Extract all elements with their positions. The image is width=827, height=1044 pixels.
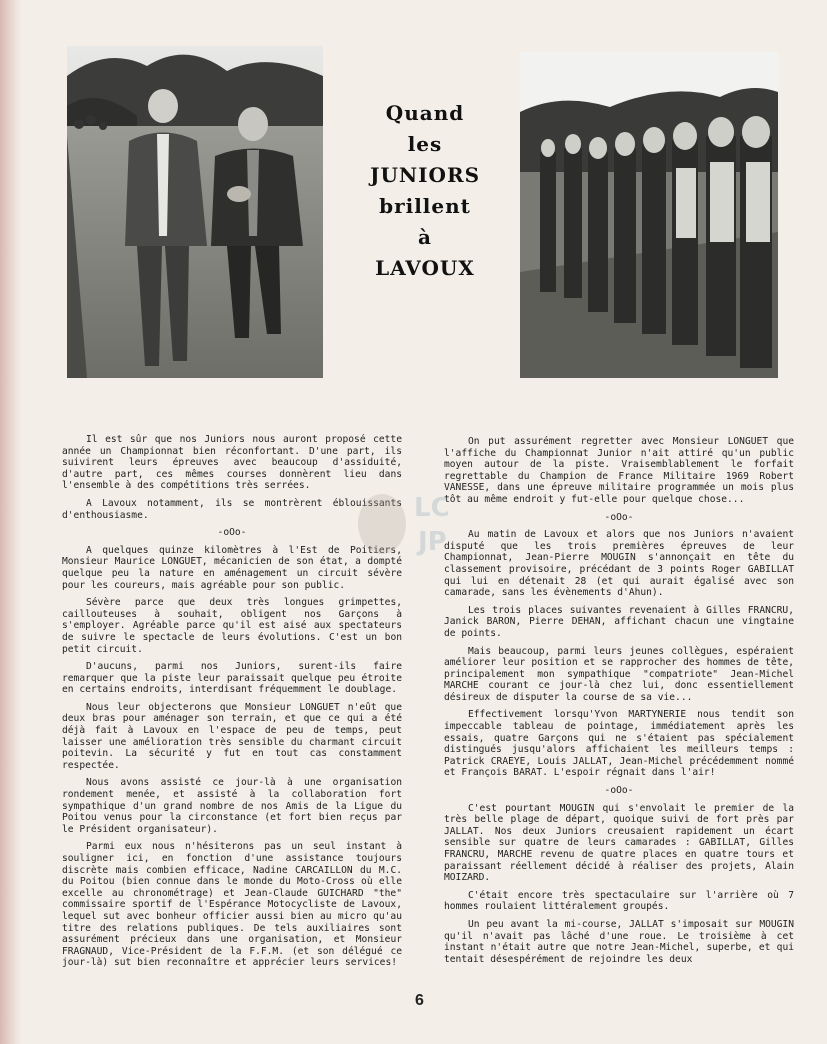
watermark-logo (352, 480, 472, 560)
photo-juniors-lineup (520, 52, 778, 378)
left-text-column (62, 434, 402, 975)
title-line: Quand (385, 101, 465, 125)
paragraph: Nous leur objecterons que Monsieur LONGUET n'eût que deux bras pour aménager son terrain, et que ce qui a été déjà fait à Lavoux en l'espace de peu de temps, peut laisser une amélioration très sensible du charmant circuit poitevin. La sécurité y fut en tout cas constamment respectée. (62, 701, 402, 771)
paragraph: Au matin de Lavoux et alors que nos Juniors n'avaient disputé que les trois premières épreuves de leur Championnat, Jean-Pierre MOUGIN s'annonçait en tête du classement provisoire, précédant de 3 points Roger GABILLAT qui lui en détenait 28 (et qui aurait égalisé avec son camarade, sans les évènements d'Ahun). (444, 529, 794, 599)
page-edge-shadow (0, 0, 22, 1044)
svg-text:LC: LC (414, 493, 450, 523)
right-text-column (444, 436, 794, 971)
paragraph: Mais beaucoup, parmi leurs jeunes collègues, espéraient améliorer leur position et se rapprocher des hommes de tête, principalement mon sympathique "compatriote" Jean-Michel MARCHE courant ce jour-là chez lui, donc essentiellement désireux de disputer la course de sa vie... (444, 645, 794, 703)
title-line: les (407, 132, 443, 156)
paragraph: A quelques quinze kilomètres à l'Est de Poitiers, Monsieur Maurice LONGUET, mécanicien de son état, a dompté quelque peu la nature en aménagement un circuit sévère pour les coureurs, mais agréable pour son public. (62, 544, 402, 591)
section-separator: -oOo- (217, 527, 247, 539)
paragraph: C'est pourtant MOUGIN qui s'envolait le premier de la très belle plage de départ, quoique suivi de fort près par JALLAT. Nos deux Juniors creusaient rapidement un écart sensible sur quatre de leurs camarades : GABILLAT, Gilles FRANCRU, MARCHE revenu de quatre places en quatre tours et paraissant réellement décidé à réaliser des projets, Alain MOIZARD. (444, 802, 794, 884)
title-line: brillent (379, 194, 471, 218)
paragraph: Parmi eux nous n'hésiterons pas un seul instant à souligner ici, en fonction d'une assistance toujours discrète mais combien efficace, Nadine CARCAILLON du M.C. du Poitou (bien connue dans le monde du Moto-Cross où elle excelle au chronométrage) et Jean-Claude GUICHARD "the" commissaire sportif de l'Espérance Motocycliste de Lavoux, lequel sut avec bonheur officier aussi bien au micro qu'au titre des relations publiques. De tels auxiliaires sont assurément précieux dans une organisation, et Monsieur FRAGNAUD, Vice-Président de la F.F.M. (et son délégué ce jour-là) sut bien reconnaître et apprécier leurs services! (62, 841, 402, 969)
title-line: JUNIORS (369, 163, 481, 187)
paragraph: D'aucuns, parmi nos Juniors, surent-ils faire remarquer que la piste leur paraissait quelque peu étroite en certains endroits, interdisant fréquemment le doublage. (62, 661, 402, 696)
title-line: à (418, 225, 432, 249)
paragraph: Les trois places suivantes revenaient à Gilles FRANCRU, Janick BARON, Pierre DEHAN, affichant chacun une vingtaine de points. (444, 604, 794, 639)
title-line: LAVOUX (375, 256, 475, 280)
paragraph: Un peu avant la mi-course, JALLAT s'imposait sur MOUGIN qu'il n'avait pas lâché d'une roue. Le troisième à cet instant n'était autre que notre Jean-Michel, superbe, et qui tentait désespérément de rejoindre les deux (444, 918, 794, 965)
page-number: 6 (415, 992, 424, 1009)
paragraph: Sévère parce que deux très longues grimpettes, caillouteuses à souhait, obligent nos Garçons à s'employer. Agréable parce qu'il est aisé aux spectateurs de suivre le spectacle de leurs évolutions. C'est un bon petit circuit. (62, 597, 402, 655)
paragraph: C'était encore très spectaculaire sur l'arrière où 7 hommes roulaient littéralement groupés. (444, 889, 794, 913)
paragraph: A Lavoux notamment, ils se montrèrent éblouissants d'enthousiasme. (62, 497, 402, 521)
photo-two-men-walking (67, 46, 323, 378)
svg-text:JP: JP (418, 527, 447, 557)
section-separator: -oOo- (604, 511, 634, 523)
paragraph: Effectivement lorsqu'Yvon MARTYNERIE nous tendit son impeccable tableau de pointage, immédiatement après les essais, quatre Garçons qui ne s'étaient pas spécialement distingués jusqu'alors affichaient les meilleurs temps : Patrick CRAEYE, Louis JALLAT, Jean-Michel précédemment nommé et François BARAT. L'espoir régnait dans l'air! (444, 709, 794, 779)
paragraph: On put assurément regretter avec Monsieur LONGUET que l'affiche du Championnat Junior n'ait attiré qu'un public moyen autour de la piste. Vraisemblablement le forfait regrettable du Champion de France Militaire 1969 Robert VANESSE, dans une épreuve militaire programmée un mois plus tôt au même endroit y fut-elle pour quelque chose... (444, 436, 794, 505)
article-title (340, 98, 510, 284)
paragraph: Il est sûr que nos Juniors nous auront proposé cette année un Championnat bien réconfortant. D'une part, ils suivirent leurs épreuves avec beaucoup d'assiduité, d'autre part, ces mêmes courses donnèrent lieu dans l'ensemble à des compétitions très serrées. (62, 434, 402, 492)
paragraph: Nous avons assisté ce jour-là à une organisation rondement menée, et assisté à la collaboration fort sympathique d'un grand nombre de nos Amis de la Ligue du Poitou venus pour la circonstance (et fort bien reçus par le Président organisateur). (62, 777, 402, 835)
section-separator: -oOo- (604, 785, 634, 797)
